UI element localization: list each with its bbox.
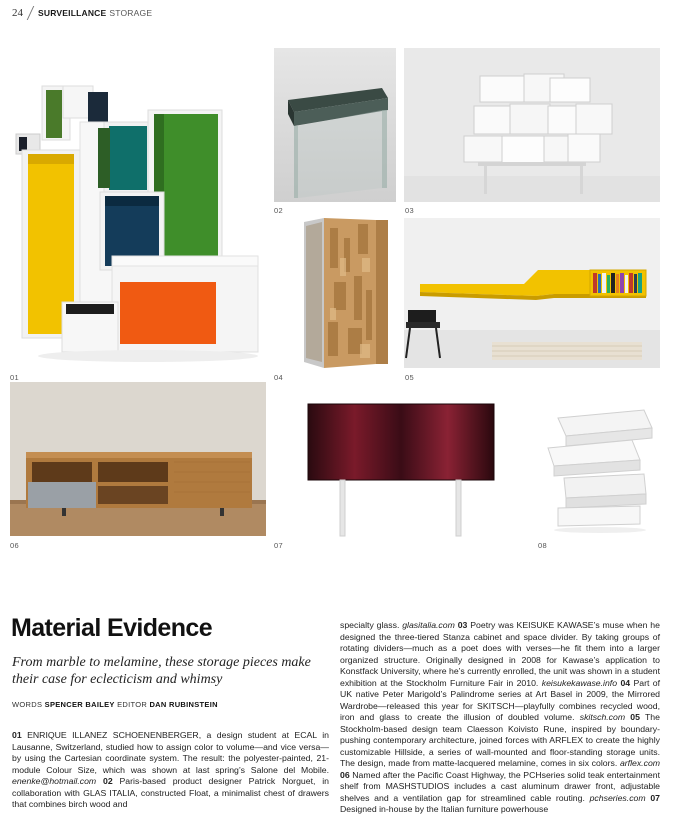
entry-07-text: Designed in-house by the Italian furniture powerhouse [340, 804, 549, 814]
entry-04-number: 04 [620, 677, 631, 688]
entry-05-text: The Stockholm-based design team Claesson Koivisto Rune, inspired by boundary-pushing contemporary architecture, joined forces with ARFLEX to create the highly customizable Hillside, a series of wall-mounted and floor-standing storage units. The design, made from matte-lacquered melamine, comes in six colors. [340, 712, 660, 768]
mirrored-wardrobe-illustration [300, 218, 396, 368]
photo-gradient-cabinet [274, 382, 530, 536]
entry-03-name: KEISUKE KAWASE [516, 620, 594, 630]
entry-04-url: skitsch.com [579, 712, 626, 722]
stanza-cabinet-illustration [404, 48, 660, 202]
photo-pch-shelf [10, 382, 266, 536]
editor-label: EDITOR [117, 700, 148, 709]
entry-01-name: ENRIQUE ILLANEZ SCHOENENBERGER [27, 730, 199, 740]
photo-stanza-cabinet [404, 48, 660, 202]
entry-07-number: 07 [650, 792, 660, 803]
photo-float-console [274, 48, 396, 202]
article-title: Material Evidence [11, 614, 213, 642]
caption-05: 05 [405, 373, 414, 382]
float-console-illustration [274, 48, 396, 202]
caption-07: 07 [274, 541, 283, 550]
entry-04-text: Part of UK native Peter Marigold’s Palindrome series at Art Basel in 2009, the Mirrored Wardrobe—released this year for SKITSCH—playfully combines recycled wood, iron and glass to create the illusion of doubled volume. [340, 677, 661, 722]
words-author: SPENCER BAILEY [44, 700, 115, 709]
colour-size-illustration [8, 50, 266, 368]
entry-02-url: glasitalia.com [402, 620, 455, 630]
article-deck: From marble to melamine, these storage pieces make their case for eclecticism and whimsy [12, 655, 311, 687]
entry-03-text-a: Poetry was [470, 620, 517, 630]
photo-colour-size [8, 50, 266, 368]
words-label: WORDS [12, 700, 43, 709]
entry-03-number: 03 [457, 620, 468, 630]
page-number: 24 [12, 7, 23, 19]
caption-04: 04 [274, 373, 283, 382]
page-header [12, 6, 152, 20]
entry-05-url: arflex.com [619, 758, 661, 768]
caption-06: 06 [10, 541, 19, 550]
section-name: SURVEILLANCE [38, 8, 107, 18]
entry-02-text-cont: specialty glass. [340, 620, 400, 630]
caption-08: 08 [538, 541, 547, 550]
entry-03-url: keisukekawase.info [541, 677, 618, 688]
caption-01: 01 [10, 373, 19, 382]
entry-01-text: , a design student at ECAL in Lausanne, Switzerland, studied how to assign color to volume—and vice versa—by using the Cartesian coordinate system. The result: the polyester-painted, 21-module Colour Size, which was shown at last spring’s Salone del Mobile. [12, 730, 329, 775]
stacked-boxes-illustration [536, 404, 660, 536]
photo-stacked-boxes [536, 404, 660, 536]
body-column-2 [340, 620, 660, 816]
article-credits [12, 700, 218, 709]
entry-03-text-b: ’s muse when he designed the three-tiered Stanza cabinet and space divider. By taking groups of rotating dividers—much as a poet does with verses—he fit them into a larger organized structure. Originally designed in 2008 for Kawase’s application to Konstfack University, where he’s currently enrolled, the unit was shown in a student exhibition at the Stockholm Furniture Fair in 2010. [340, 620, 660, 688]
pch-shelf-illustration [10, 382, 266, 536]
photo-hillside-unit [404, 218, 660, 368]
entry-05-number: 05 [630, 712, 640, 722]
caption-03: 03 [405, 206, 414, 215]
entry-06-text: Named after the Pacific Coast Highway, the PCHseries solid teak entertainment shelf from MASHSTUDIOS includes a cast aluminum drawer front, adjustable shelves and a ventilation gap for streamlined cable routing. [340, 769, 660, 803]
entry-01-url: enenke@hotmail.com [12, 776, 97, 786]
entry-02-number: 02 [103, 776, 113, 786]
photo-mirrored-wardrobe [300, 218, 396, 368]
hillside-unit-illustration [404, 218, 660, 368]
caption-02: 02 [274, 206, 283, 215]
entry-06-url: pchseries.com [589, 792, 646, 803]
entry-06-number: 06 [340, 769, 350, 780]
entry-01-number: 01 [12, 730, 22, 740]
gradient-cabinet-illustration [274, 382, 530, 536]
entry-02-text: Paris-based product designer Patrick Norguet, in collaboration with GLAS ITALIA, constructed Float, a minimalist chest of drawers that combines birch wood and [12, 776, 329, 809]
editor-name: DAN RUBINSTEIN [149, 700, 218, 709]
header-divider [27, 6, 35, 20]
subsection-name: STORAGE [109, 8, 153, 18]
body-column-1 [12, 730, 329, 811]
